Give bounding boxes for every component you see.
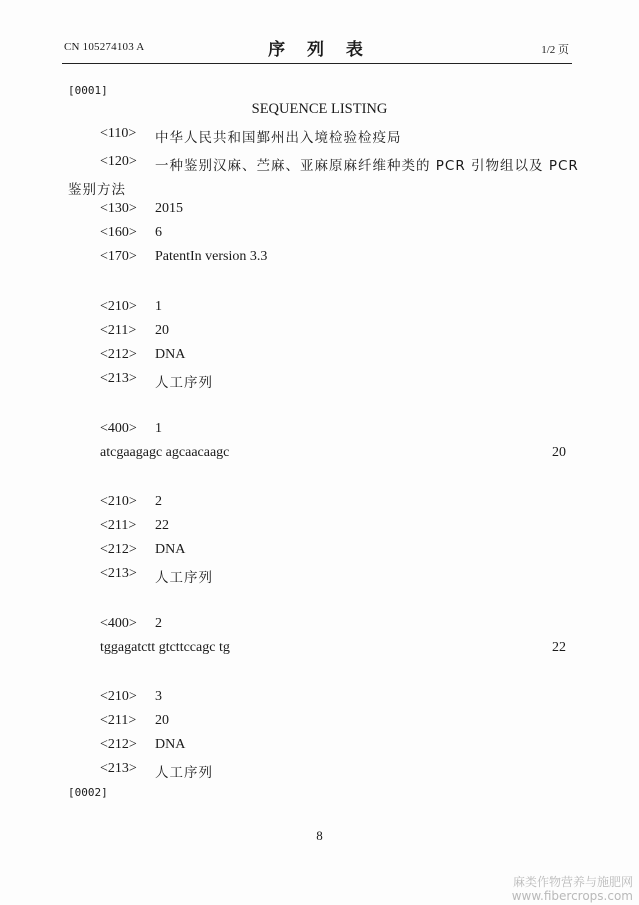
seq1-length: 20 bbox=[155, 323, 169, 338]
watermark-line2: www.fibercrops.com bbox=[511, 889, 633, 903]
reference-value: 2015 bbox=[155, 201, 183, 216]
watermark bbox=[512, 875, 633, 903]
seq1-id: 1 bbox=[155, 299, 162, 314]
seq1-sequence: atcgaagagc agcaacaagc bbox=[100, 445, 230, 460]
seq1-organism: 人工序列 bbox=[155, 375, 213, 391]
seq2-type: DNA bbox=[155, 542, 186, 557]
watermark-line1: 麻类作物营养与施肥网 bbox=[512, 875, 633, 889]
paragraph-marker-end: [0002] bbox=[68, 786, 108, 799]
seq3-tag-210: <210> bbox=[100, 689, 137, 704]
seq2-tag-210: <210> bbox=[100, 494, 137, 509]
seq2-sequence: tggagatctt gtcttccagc tg bbox=[100, 640, 230, 655]
seq3-length: 20 bbox=[155, 713, 169, 728]
tag-170: <170> bbox=[100, 249, 137, 264]
doc-number: CN 105274103 A bbox=[64, 41, 145, 53]
seq2-tag-213: <213> bbox=[100, 566, 137, 581]
seq1-sequence-length: 20 bbox=[552, 445, 566, 460]
seq2-tag-211: <211> bbox=[100, 518, 137, 533]
page-of: 1/2 页 bbox=[541, 44, 569, 56]
seq3-tag-211: <211> bbox=[100, 713, 137, 728]
seq3-tag-212: <212> bbox=[100, 737, 137, 752]
seq1-tag-213: <213> bbox=[100, 371, 137, 386]
seq1-tag-212: <212> bbox=[100, 347, 137, 362]
seq-count-value: 6 bbox=[155, 225, 162, 240]
seq3-id: 3 bbox=[155, 689, 162, 704]
seq1-type: DNA bbox=[155, 347, 186, 362]
seq2-tag-212: <212> bbox=[100, 542, 137, 557]
seq3-organism: 人工序列 bbox=[155, 765, 213, 781]
tag-130: <130> bbox=[100, 201, 137, 216]
seq2-id: 2 bbox=[155, 494, 162, 509]
seq1-400-value: 1 bbox=[155, 421, 162, 436]
invention-title-continued: 鉴别方法 bbox=[68, 182, 126, 198]
tag-160: <160> bbox=[100, 225, 137, 240]
page-number: 8 bbox=[316, 828, 323, 843]
tag-110: <110> bbox=[100, 126, 137, 141]
seq1-tag-211: <211> bbox=[100, 323, 137, 338]
seq2-tag-400: <400> bbox=[100, 616, 137, 631]
tag-120: <120> bbox=[100, 154, 137, 169]
paragraph-marker-start: [0001] bbox=[68, 84, 108, 97]
seq2-400-value: 2 bbox=[155, 616, 162, 631]
listing-title: SEQUENCE LISTING bbox=[251, 101, 388, 117]
invention-title-value: 一种鉴别汉麻、苎麻、亚麻原麻纤维种类的 PCR 引物组以及 PCR bbox=[155, 158, 579, 174]
seq2-organism: 人工序列 bbox=[155, 570, 213, 586]
section-title: 序 列 表 bbox=[268, 40, 371, 60]
seq2-sequence-length: 22 bbox=[552, 640, 566, 655]
seq3-type: DNA bbox=[155, 737, 186, 752]
seq1-tag-210: <210> bbox=[100, 299, 137, 314]
seq3-tag-213: <213> bbox=[100, 761, 137, 776]
seq1-tag-400: <400> bbox=[100, 421, 137, 436]
seq2-length: 22 bbox=[155, 518, 169, 533]
software-value: PatentIn version 3.3 bbox=[155, 249, 268, 264]
header-rule bbox=[62, 63, 572, 64]
applicant-value: 中华人民共和国鄞州出入境检验检疫局 bbox=[155, 130, 402, 146]
